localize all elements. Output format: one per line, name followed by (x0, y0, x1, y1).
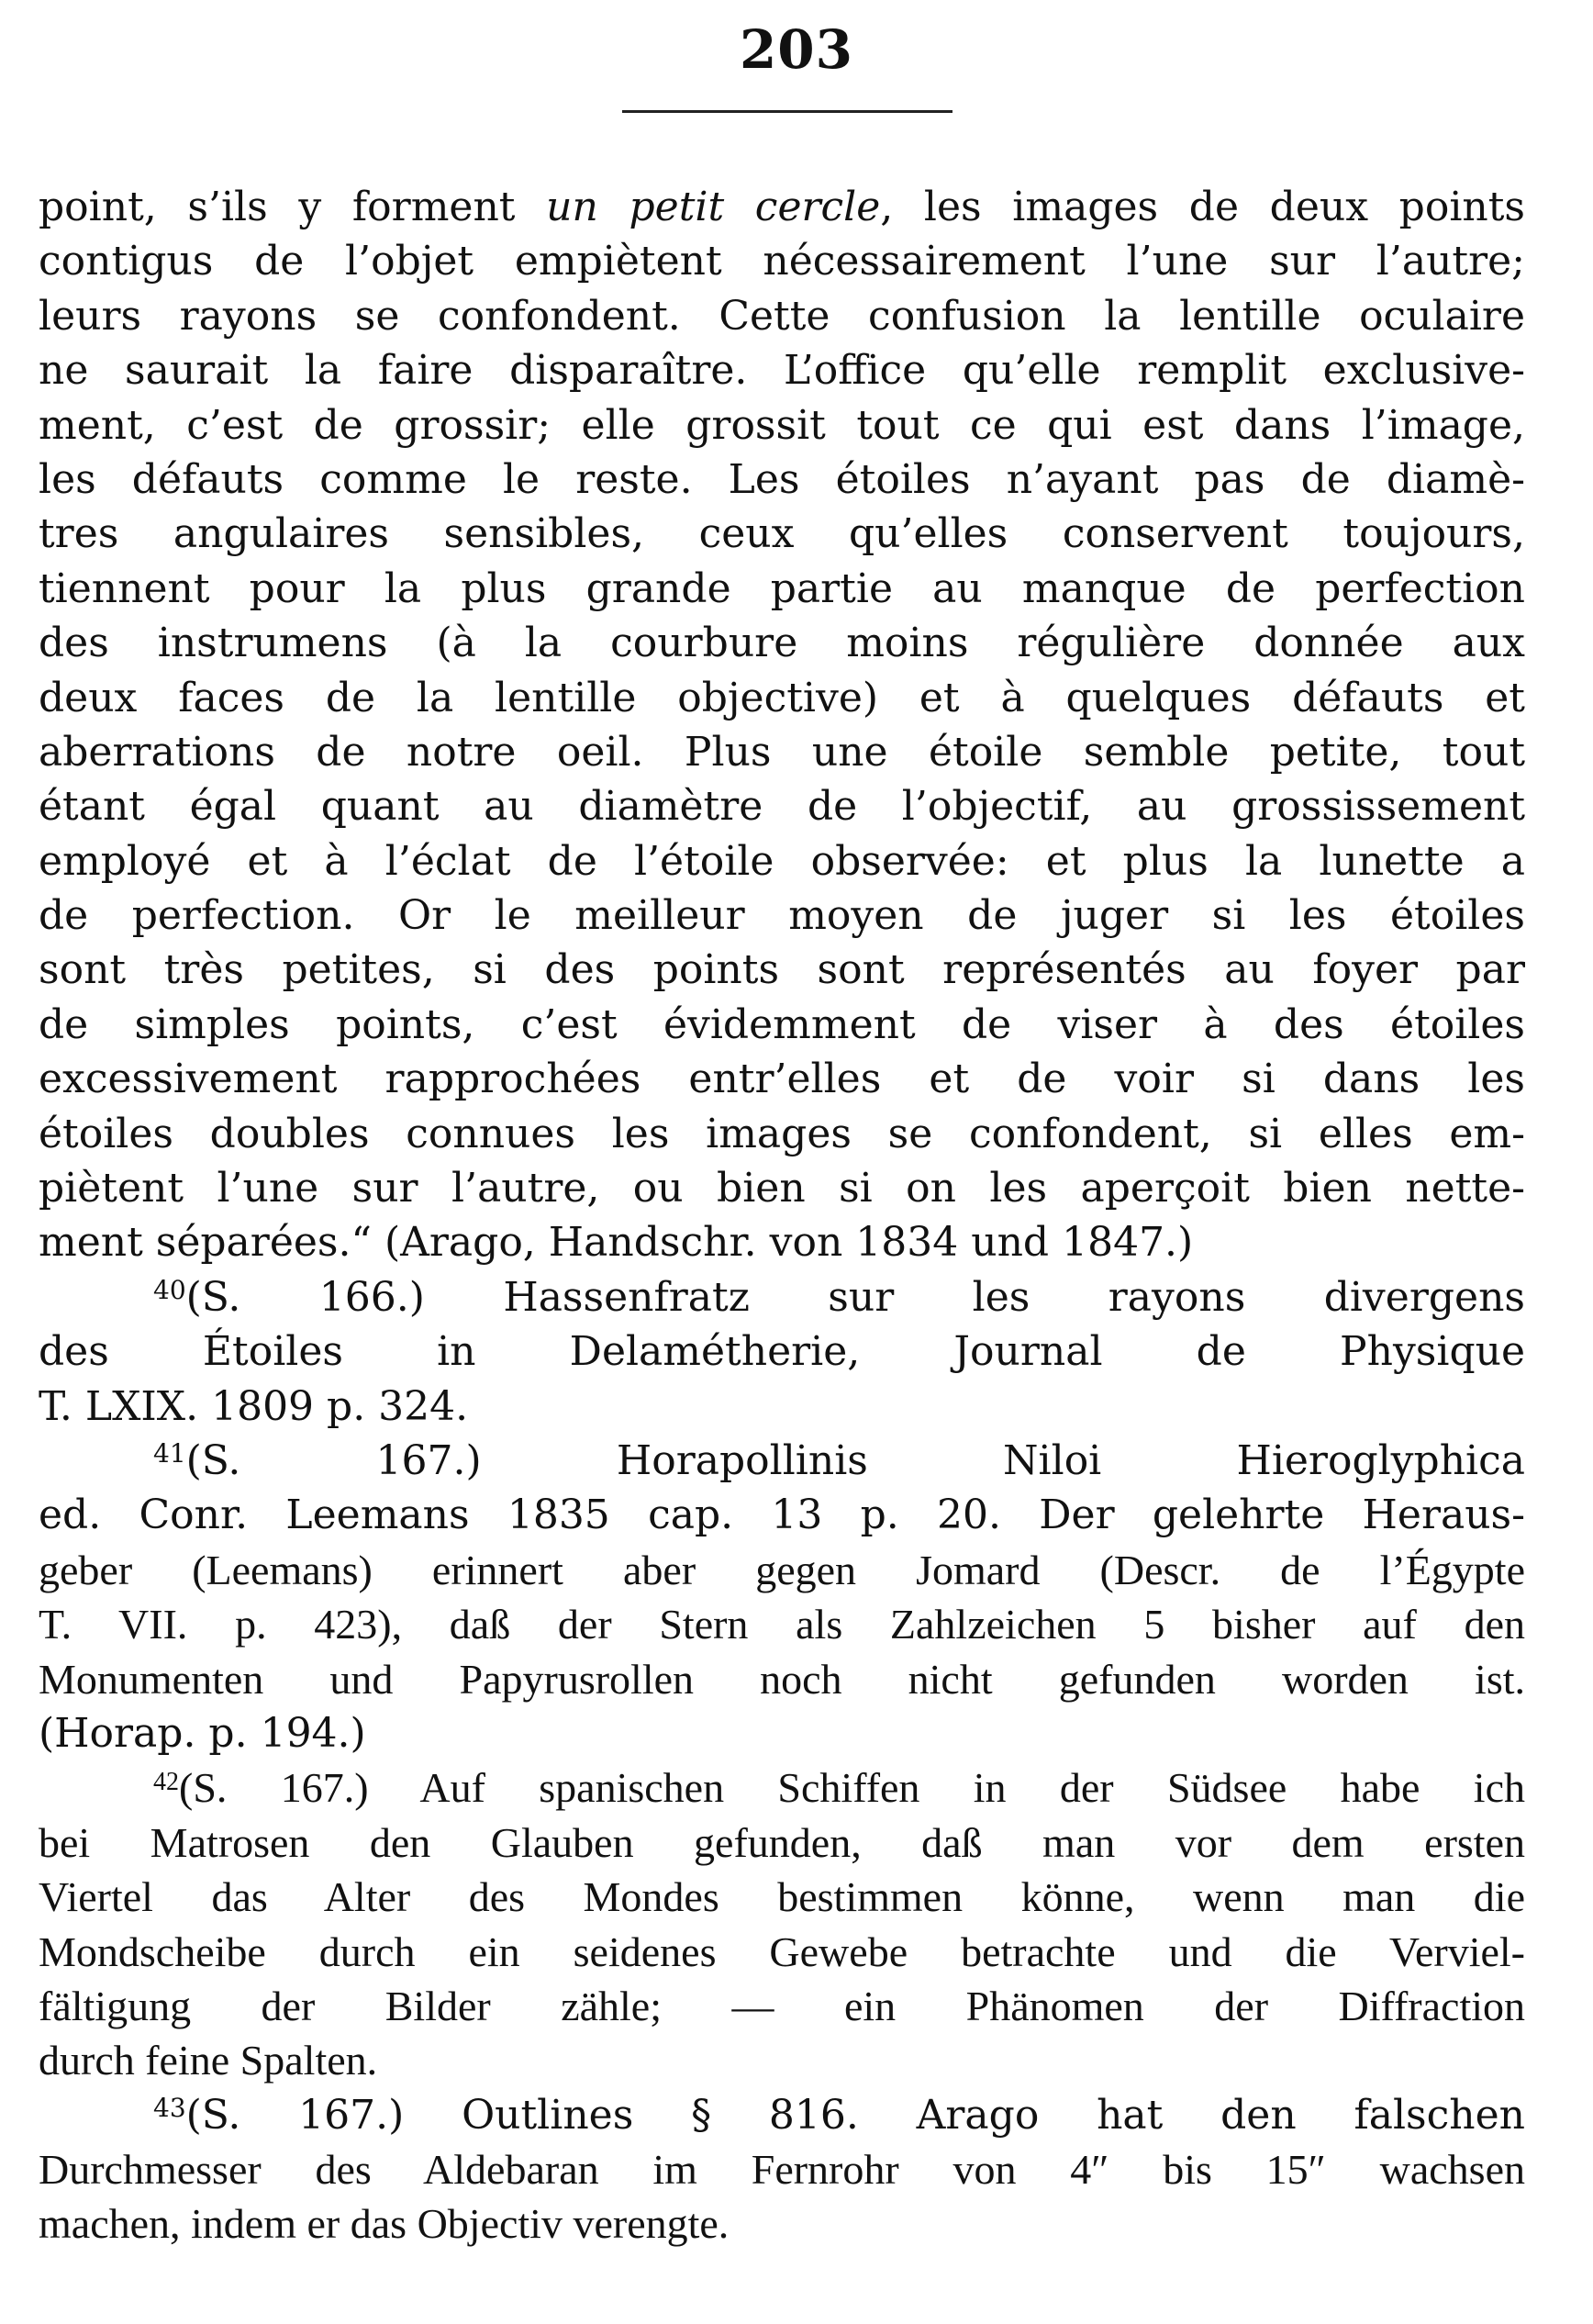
header-rule (622, 110, 952, 113)
footnote-line: Durchmesser des Aldebaran im Fernrohr von 4″ bis 15″ wachsen (39, 2146, 1525, 2194)
footnote-43 (39, 2088, 1525, 2251)
footnote-first-line (39, 1434, 1525, 1488)
footnote-40 (39, 1270, 1525, 1434)
text-line: étoiles doubles connues les images se confondent, si elles em- (39, 1110, 1525, 1157)
footnote-first-line (39, 1760, 1525, 1815)
text-line: étant égal quant au diamètre de l’objectif, au grossissement (39, 783, 1525, 831)
text-line: tres angulaires sensibles, ceux qu’elles conservent toujours, (39, 510, 1525, 558)
footnote-line: (Horap. p. 194.) (39, 1709, 366, 1757)
text-line: leurs rayons se confondent. Cette confusion la lentille oculaire (39, 292, 1525, 340)
text-line: deux faces de la lentille objective) et à quelques défauts et (39, 674, 1525, 721)
text-line: ment, c’est de grossir; elle grossit tout ce qui est dans l’image, (39, 401, 1525, 449)
page-body (39, 180, 1525, 2251)
footnote-line: Viertel das Alter des Mondes bestimmen könne, wenn man die (39, 1873, 1525, 1921)
footnote-number: 43 (153, 2092, 186, 2123)
text-line: tiennent pour la plus grande partie au manque de perfection (39, 564, 1525, 612)
footnote-line: durch feine Spalten. (39, 2037, 378, 2084)
footnote-text: (S. 166.) Hassenfratz sur les rayons divergens (185, 1273, 1525, 1321)
footnote-number: 41 (153, 1437, 186, 1469)
footnote-line: Mondscheibe durch ein seidenes Gewebe betrachte und die Verviel- (39, 1927, 1525, 1975)
text-line: de perfection. Or le meilleur moyen de juger si les étoiles (39, 892, 1525, 940)
text-segment: , les images de deux points (880, 184, 1525, 230)
text-line: ment séparées.“ (Arago, Handschr. von 1834 und 1847.) (39, 1219, 1194, 1267)
footnote-41 (39, 1434, 1525, 1760)
text-line: des instrumens (à la courbure moins régulière donnée aux (39, 620, 1525, 667)
footnote-first-line (39, 1270, 1525, 1324)
text-line (39, 180, 1525, 234)
text-line: de simples points, c’est évidemment de viser à des étoiles (39, 1000, 1525, 1048)
text-line: sont très petites, si des points sont représentés au foyer par (39, 946, 1525, 994)
footnote-line: bei Matrosen den Glauben gefunden, daß man vor dem ersten (39, 1818, 1525, 1866)
footnote-line: fältigung der Bilder zähle; — ein Phänomen der Diffraction (39, 1982, 1525, 2029)
page-number: 203 (739, 18, 854, 81)
text-line: ne saurait la faire disparaître. L’office qu’elle remplit exclusive- (39, 347, 1525, 395)
text-line: piètent l’une sur l’autre, ou bien si on les aperçoit bien nette- (39, 1165, 1525, 1212)
text-line: contigus de l’objet empiètent nécessairement l’une sur l’autre; (39, 238, 1525, 285)
italic-phrase: un petit cercle (546, 184, 881, 230)
footnote-number: 42 (153, 1768, 179, 1797)
footnote-number: 40 (153, 1274, 186, 1305)
footnote-line: Monumenten und Papyrusrollen noch nicht gefunden worden ist. (39, 1655, 1525, 1703)
footnote-first-line (39, 2088, 1525, 2142)
main-paragraph (39, 180, 1525, 1270)
footnote-line: T. LXIX. 1809 p. 324. (39, 1382, 469, 1430)
text-line: excessivement rapprochées entr’elles et de voir si dans les (39, 1056, 1525, 1103)
footnote-line: des Étoiles in Delamétherie, Journal de Physique (39, 1328, 1525, 1376)
footnote-text: (S. 167.) Outlines § 816. Arago hat den falschen (185, 2091, 1525, 2139)
text-segment: point, s’ils y forment (39, 184, 547, 230)
footnote-text: (S. 167.) Auf spanischen Schiffen in der Südsee habe ich (179, 1764, 1525, 1812)
text-line: les défauts comme le reste. Les étoiles n’ayant pas de diamè- (39, 455, 1525, 503)
text-line: employé et à l’éclat de l’étoile observée: et plus la lunette a (39, 837, 1525, 885)
text-line: aberrations de notre oeil. Plus une étoile semble petite, tout (39, 728, 1525, 776)
footnote-line: T. VII. p. 423), daß der Stern als Zahlzeichen 5 bisher auf den (39, 1601, 1525, 1648)
footnote-line: geber (Leemans) erinnert aber gegen Jomard (Descr. de l’Égypte (39, 1546, 1525, 1593)
footnote-text: (S. 167.) Horapollinis Niloi Hieroglyphica (185, 1436, 1525, 1484)
footnote-42 (39, 1760, 1525, 2087)
footnote-line: ed. Conr. Leemans 1835 cap. 13 p. 20. Der gelehrte Heraus- (39, 1492, 1525, 1539)
footnote-line: machen, indem er das Objectiv verengte. (39, 2200, 730, 2248)
